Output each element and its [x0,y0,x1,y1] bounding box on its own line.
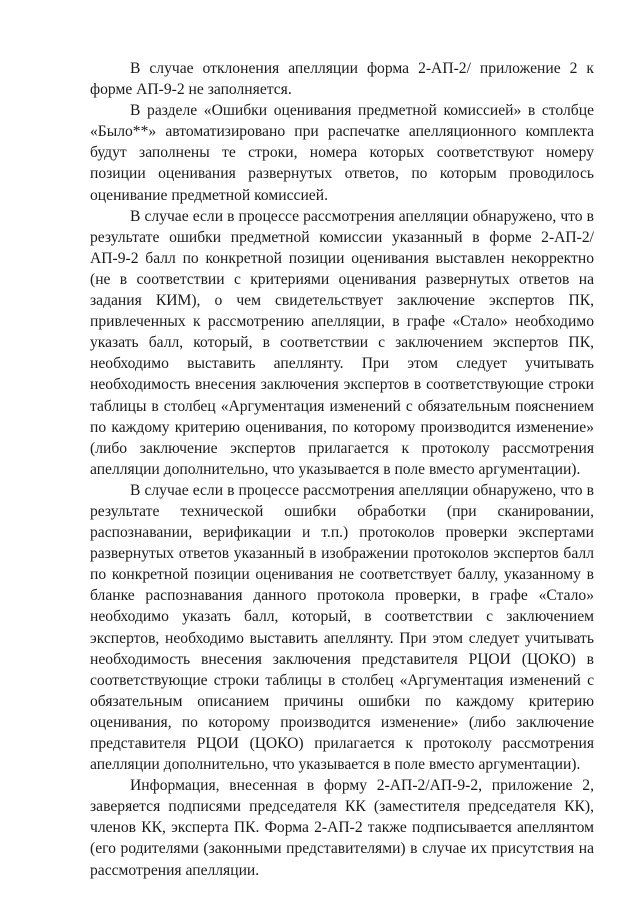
paragraph-appeal-rejected: В случае отклонения апелляции форма 2-АП-2/ приложение 2 к форме АП-9-2 не заполняется. [90,60,594,99]
paragraph-errors-section: В разделе «Ошибки оценивания предметной комиссией» в столбце «Было**» автоматизировано при распечатке апелляционного комплекта будут заполнены те строки, номера которых соответствуют номеру позиции оценивания развернутых ответов, по которым проводилось оценивание предметной комиссией. [90,102,594,204]
document-page [90,58,594,881]
paragraph-technical-error: В случае если в процессе рассмотрения апелляции обнаружено, что в результате технической ошибки обработки (при сканировании, распознавании, верификации и т.п.) протоколов проверки экспертами развернутых ответов указанный в изображении протоколов экспертов балл по конкретной позиции оценивания не соответствует баллу, указанному в бланке распознавания данного протокола проверки, в графе «Стало» необходимо указать балл, который, в соответствии с заключением экспертов, необходимо выставить апеллянту. При этом следует учитывать необходимость внесения заключения представителя РЦОИ (ЦОКО) в соответствующие строки таблицы в столбец «Аргументация изменений с обязательным описанием причины ошибки по каждому критерию оценивания, по которому производится изменение» (либо заключение представителя РЦОИ (ЦОКО) прилагается к протоколу рассмотрения апелляции дополнительно, что указывается в поле вместо аргументации). [90,481,594,774]
paragraph-subject-commission-error: В случае если в процессе рассмотрения апелляции обнаружено, что в результате ошибки предметной комиссии указанный в форме 2-АП-2/ АП-9-2 балл по конкретной позиции оценивания выставлен некорректно (не в соответствии с критериями оценивания развернутых ответов на задания КИМ), о чем свидетельствует заключение экспертов ПК, привлеченных к рассмотрению апелляции, в графе «Стало» необходимо указать балл, который, в соответствии с заключением экспертов ПК, необходимо выставить апеллянту. При этом следует учитывать необходимость внесения заключения экспертов в соответствующие строки таблицы в столбец «Аргументация изменений с обязательным пояснением по каждому критерию оценивания, по которому производится изменение» (либо заключение экспертов прилагается к протоколу рассмотрения апелляции дополнительно, что указывается в поле вместо аргументации). [90,207,594,478]
paragraph-signatures: Информация, внесенная в форму 2-АП-2/АП-9-2, приложение 2, заверяется подписями председателя КК (заместителя председателя КК), членов КК, эксперта ПК. Форма 2-АП-2 также подписывается апеллянтом (его родителями (законными представителями) в случае их присутствия на рассмотрения апелляции. [90,777,594,879]
